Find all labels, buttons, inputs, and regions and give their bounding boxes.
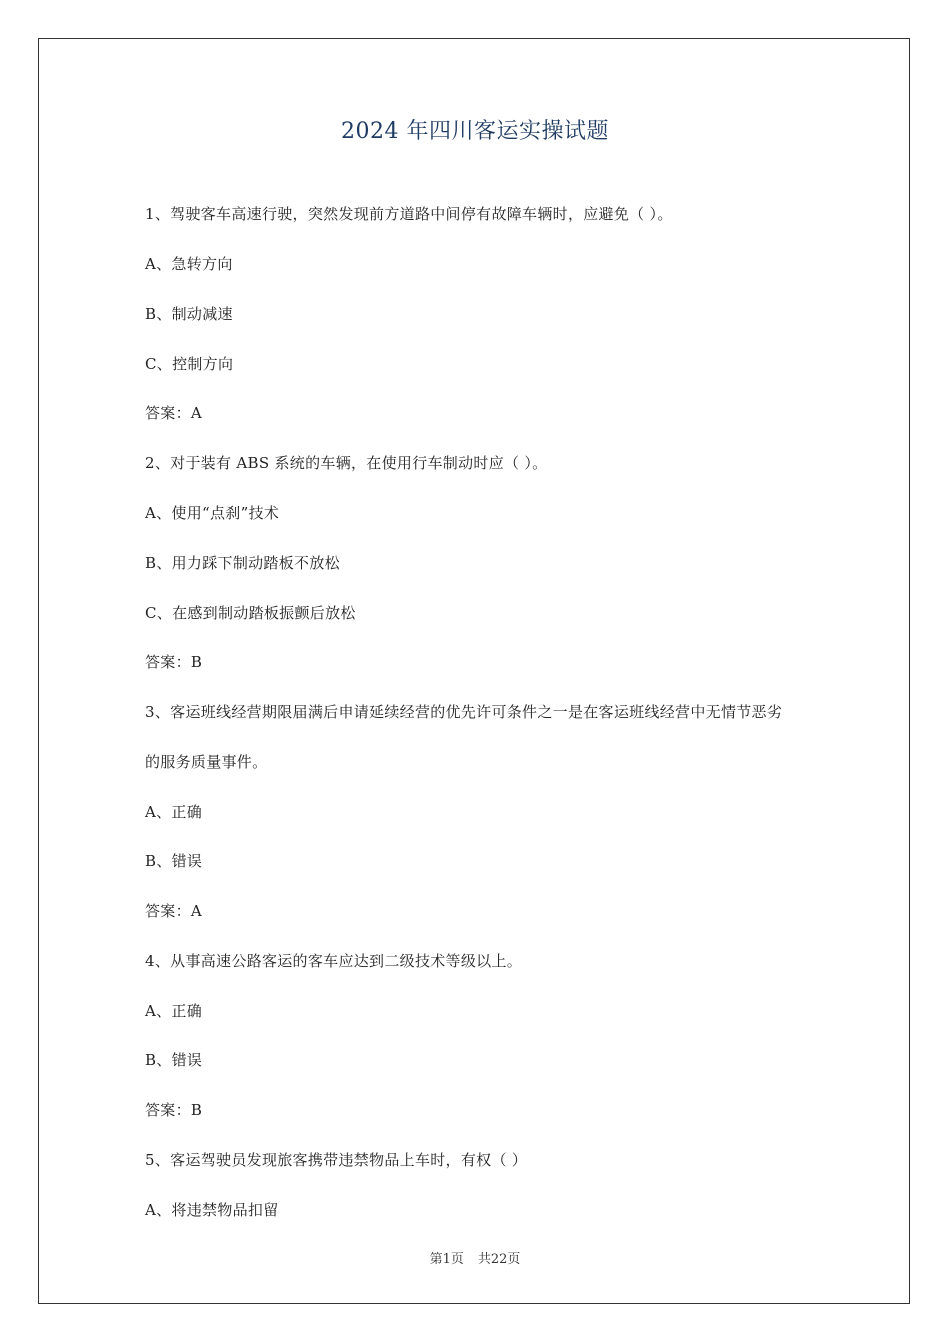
question-2-answer: 答案：B bbox=[145, 653, 203, 671]
question-4-option-a: A、正确 bbox=[145, 1002, 203, 1020]
question-1-option-c: C、控制方向 bbox=[145, 355, 234, 373]
question-2-option-a: A、使用“点刹”技术 bbox=[145, 504, 280, 522]
question-1-text: 1、驾驶客车高速行驶，突然发现前方道路中间停有故障车辆时，应避免（ ）。 bbox=[145, 205, 673, 223]
page-footer bbox=[0, 1248, 950, 1267]
question-3-text: 3、客运班线经营期限届满后申请延续经营的优先许可条件之一是在客运班线经营中无情节恶劣 bbox=[145, 703, 783, 721]
page-total: 共22页 bbox=[477, 1252, 521, 1267]
question-3-option-b: B、错误 bbox=[145, 852, 203, 870]
question-4-option-b: B、错误 bbox=[145, 1051, 203, 1069]
question-5-text: 5、客运驾驶员发现旅客携带违禁物品上车时，有权（ ） bbox=[145, 1151, 528, 1169]
question-1-answer: 答案：A bbox=[145, 404, 203, 422]
page-number: 第1页 bbox=[429, 1252, 464, 1267]
question-2-option-b: B、用力踩下制动踏板不放松 bbox=[145, 554, 340, 572]
question-1-option-b: B、制动减速 bbox=[145, 305, 233, 323]
question-5-option-a: A、将违禁物品扣留 bbox=[145, 1201, 279, 1219]
question-3-option-a: A、正确 bbox=[145, 803, 203, 821]
question-1-option-a: A、急转方向 bbox=[145, 255, 233, 273]
question-3-answer: 答案：A bbox=[145, 902, 203, 920]
question-4-text: 4、从事高速公路客运的客车应达到二级技术等级以上。 bbox=[145, 952, 523, 970]
question-2-text: 2、对于装有 ABS 系统的车辆，在使用行车制动时应（ ）。 bbox=[145, 454, 548, 472]
question-3-text-continued: 的服务质量事件。 bbox=[145, 753, 268, 771]
document-title: 2024 年四川客运实操试题 bbox=[341, 119, 609, 144]
question-2-option-c: C、在感到制动踏板振颤后放松 bbox=[145, 604, 356, 622]
question-4-answer: 答案：B bbox=[145, 1101, 203, 1119]
